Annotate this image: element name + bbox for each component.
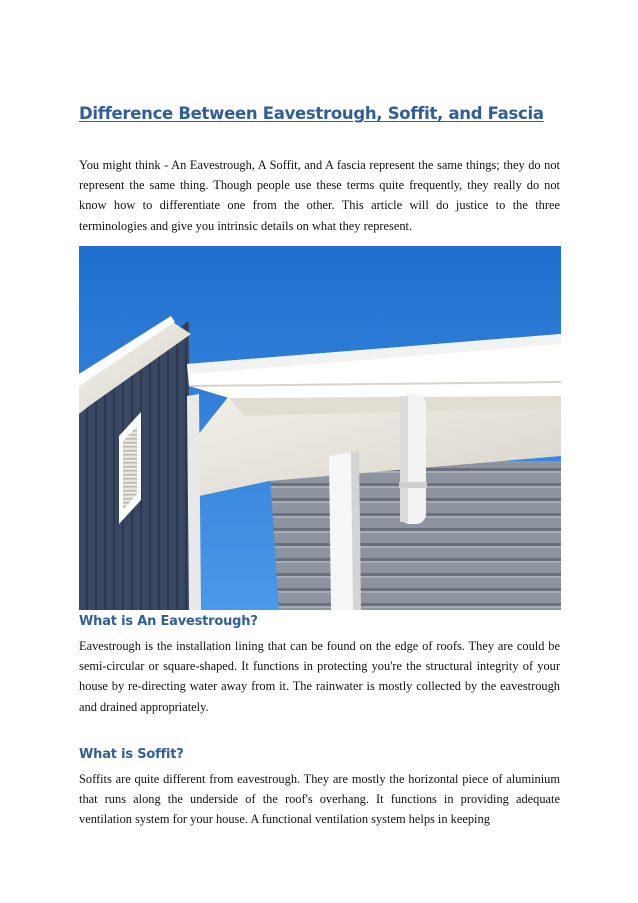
downspout-shade [400, 396, 408, 522]
downspout-bracket [399, 482, 427, 488]
gable-corner-trim [187, 394, 201, 610]
soffit-paragraph: Soffits are quite different from eavestrough. They are mostly the horizontal piece of aluminium that runs along the underside of the roof's overhang. It functions in providing adequate ventilation system for your house. A functional ventilation system helps in keeping [79, 772, 560, 827]
house-roofline-illustration [79, 246, 561, 610]
house-eaves-photo [79, 246, 561, 610]
intro-paragraph: You might think - An Eavestrough, A Soffit, and A fascia represent the same things; they do not represent the same thing. Though people use these terms quite frequently, they really do not know how to differentiate one from the other. This article will do justice to the three terminologies and give you intrinsic details on what they represent. [79, 158, 560, 233]
article-title: Difference Between Eavestrough, Soffit, and Fascia [79, 104, 544, 123]
eavestrough-paragraph: Eavestrough is the installation lining that can be found on the edge of roofs. They are could be semi-circular or square-shaped. It functions in protecting you're the structural integrity of your house by re-directing water away from it. The rainwater is mostly collected by the eavestrough and drained appropriately. [79, 639, 560, 714]
eavestrough-heading: What is An Eavestrough? [79, 614, 258, 629]
soffit-heading: What is Soffit? [79, 747, 184, 762]
